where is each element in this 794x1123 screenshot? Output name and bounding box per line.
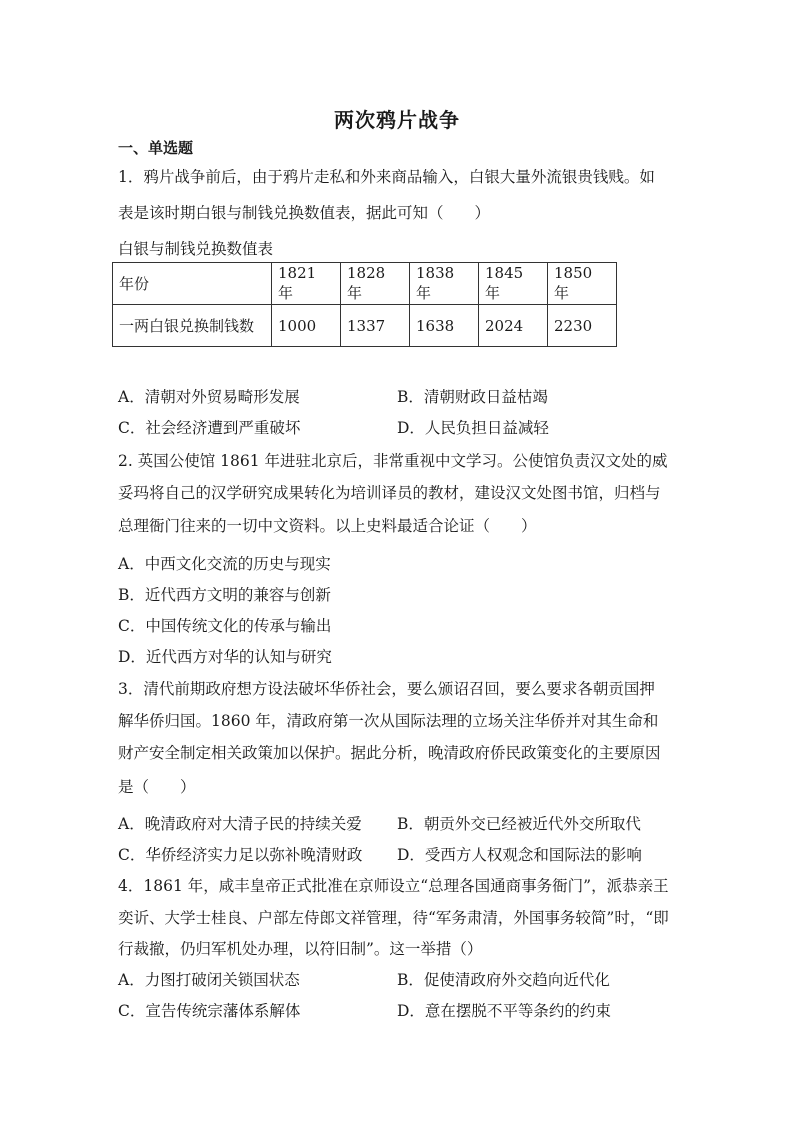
q2-line-2: 妥玛将自己的汉学研究成果转化为培训译员的教材，建设汉文处图书馆，归档与 xyxy=(118,484,661,502)
q2-line-1: 2. 英国公使馆 1861 年进驻北京后，非常重视中文学习。公使馆负责汉文处的威 xyxy=(118,452,668,470)
table-cell: 一两白银兑换制钱数 xyxy=(113,305,272,347)
table-header-row xyxy=(113,263,617,305)
table-header-cell: 1850 年 xyxy=(548,263,617,305)
table-cell: 1638 xyxy=(410,305,479,347)
table-cell: 2230 xyxy=(548,305,617,347)
q4-option-d: D．意在摆脱不平等条约的约束 xyxy=(397,1002,611,1020)
q3-option-d: D．受西方人权观念和国际法的影响 xyxy=(397,846,642,864)
q2-option-b: B．近代西方文明的兼容与创新 xyxy=(118,586,331,604)
table-header-cell: 1838 年 xyxy=(410,263,479,305)
table-cell: 2024 xyxy=(479,305,548,347)
table-row xyxy=(113,305,617,347)
q3-line-1: 3．清代前期政府想方设法破坏华侨社会，要么颁诏召回，要么要求各朝贡国押 xyxy=(118,680,655,698)
table-header-cell: 年份 xyxy=(113,263,272,305)
table-header-cell: 1821 年 xyxy=(272,263,341,305)
q1-option-d: D．人民负担日益减轻 xyxy=(397,419,549,437)
silver-exchange-table xyxy=(112,262,617,347)
q4-option-a: A．力图打破闭关锁国状态 xyxy=(118,971,300,989)
q4-line-1: 4．1861 年，咸丰皇帝正式批准在京师设立“总理各国通商事务衙门”，派恭亲王 xyxy=(118,877,669,895)
section-heading: 一、单选题 xyxy=(118,139,194,157)
q1-option-b: B．清朝财政日益枯竭 xyxy=(397,388,548,406)
q3-option-c: C．华侨经济实力足以弥补晚清财政 xyxy=(118,846,363,864)
q3-option-a: A．晚清政府对大清子民的持续关爱 xyxy=(118,815,362,833)
q2-option-a: A．中西文化交流的历史与现实 xyxy=(118,555,331,573)
q1-option-a: A．清朝对外贸易畸形发展 xyxy=(118,388,300,406)
q3-line-2: 解华侨归国。1860 年，清政府第一次从国际法理的立场关注华侨并对其生命和 xyxy=(118,712,659,730)
q3-option-b: B．朝贡外交已经被近代外交所取代 xyxy=(397,815,641,833)
table-cell: 1337 xyxy=(341,305,410,347)
table-header-cell: 1828 年 xyxy=(341,263,410,305)
table-header-cell: 1845 年 xyxy=(479,263,548,305)
q1-line-1: 1．鸦片战争前后，由于鸦片走私和外来商品输入，白银大量外流银贵钱贱。如 xyxy=(118,168,655,186)
table-cell: 1000 xyxy=(272,305,341,347)
q4-option-c: C．宣告传统宗藩体系解体 xyxy=(118,1002,301,1020)
q3-line-4: 是（ ） xyxy=(118,778,196,796)
q1-line-2: 表是该时期白银与制钱兑换数值表，据此可知（ ） xyxy=(118,204,491,222)
table-caption: 白银与制钱兑换数值表 xyxy=(118,240,274,258)
q4-line-2: 奕䜣、大学士桂良、户部左侍郎文祥管理，待“军务肃清，外国事务较简”时，“即 xyxy=(118,909,669,927)
page-title: 两次鸦片战争 xyxy=(334,108,460,132)
q3-line-3: 财产安全制定相关政策加以保护。据此分析，晚清政府侨民政策变化的主要原因 xyxy=(118,744,661,762)
q1-option-c: C．社会经济遭到严重破坏 xyxy=(118,419,301,437)
q4-line-3: 行裁撤，仍归军机处办理，以符旧制”。这一举措（） xyxy=(118,940,483,958)
q2-option-d: D．近代西方对华的认知与研究 xyxy=(118,648,332,666)
q2-option-c: C．中国传统文化的传承与输出 xyxy=(118,617,332,635)
q2-line-3: 总理衙门往来的一切中文资料。以上史料最适合论证（ ） xyxy=(118,517,537,535)
q4-option-b: B．促使清政府外交趋向近代化 xyxy=(397,971,610,989)
